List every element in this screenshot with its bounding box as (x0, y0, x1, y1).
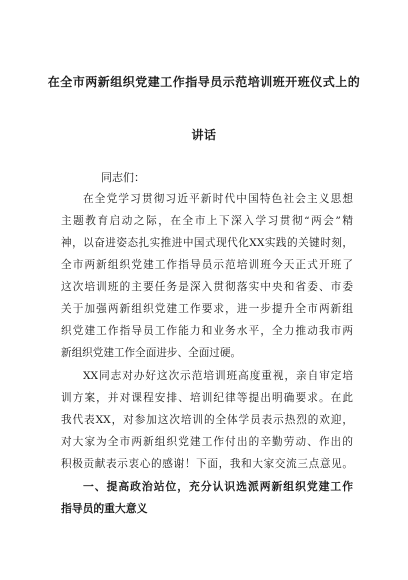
salutation: 同志们： (101, 171, 145, 184)
paragraph1-line: 这次培训班的主要任务是深入贯彻落实中央和省委、市委 (61, 281, 353, 293)
paragraph2-line: 我代表XX，对参加这次培训的全体学员表示热烈的欢迎， (61, 414, 353, 426)
section-heading-line: 指导员的重大意义 (61, 502, 148, 515)
section-heading-line: 一、提高政治站位，充分认识选派两新组织党建工作 (83, 480, 353, 493)
paragraph2-line: 训方案，并对课程安排、培训纪律等提出明确要求。在此 (61, 392, 353, 404)
paragraph2-line: XX同志对办好这次示范培训班高度重视，亲自审定培 (83, 370, 353, 382)
document-title-line-1: 在全市两新组织党建工作指导员示范培训班开班仪式上的 (47, 75, 361, 89)
paragraph1-line: 在全党学习贯彻习近平新时代中国特色社会主义思想 (83, 193, 353, 205)
document-title-line-2: 讲话 (191, 128, 217, 142)
paragraph1-line: 全市两新组织党建工作指导员示范培训班今天正式开班了 (61, 259, 353, 271)
paragraph1-line: 织党建工作指导员工作能力和业务水平，全力推动我市两 (61, 325, 353, 337)
paragraph1-line: 神，以奋进姿态扎实推进中国式现代化XX实践的关键时刻， (61, 237, 353, 249)
paragraph1-line: 主题教育启动之际，在全市上下深入学习贯彻“两会”精 (61, 215, 353, 227)
paragraph2-line: 对大家为全市两新组织党建工作付出的辛勤劳动、作出的 (61, 436, 353, 448)
paragraph2-line: 积极贡献表示衷心的感谢！下面，我和大家交流三点意见。 (61, 458, 353, 470)
paragraph1-line: 新组织党建工作全面进步、全面过硬。 (61, 347, 242, 359)
paragraph1-line: 关于加强两新组织党建工作要求，进一步提升全市两新组 (61, 303, 353, 315)
